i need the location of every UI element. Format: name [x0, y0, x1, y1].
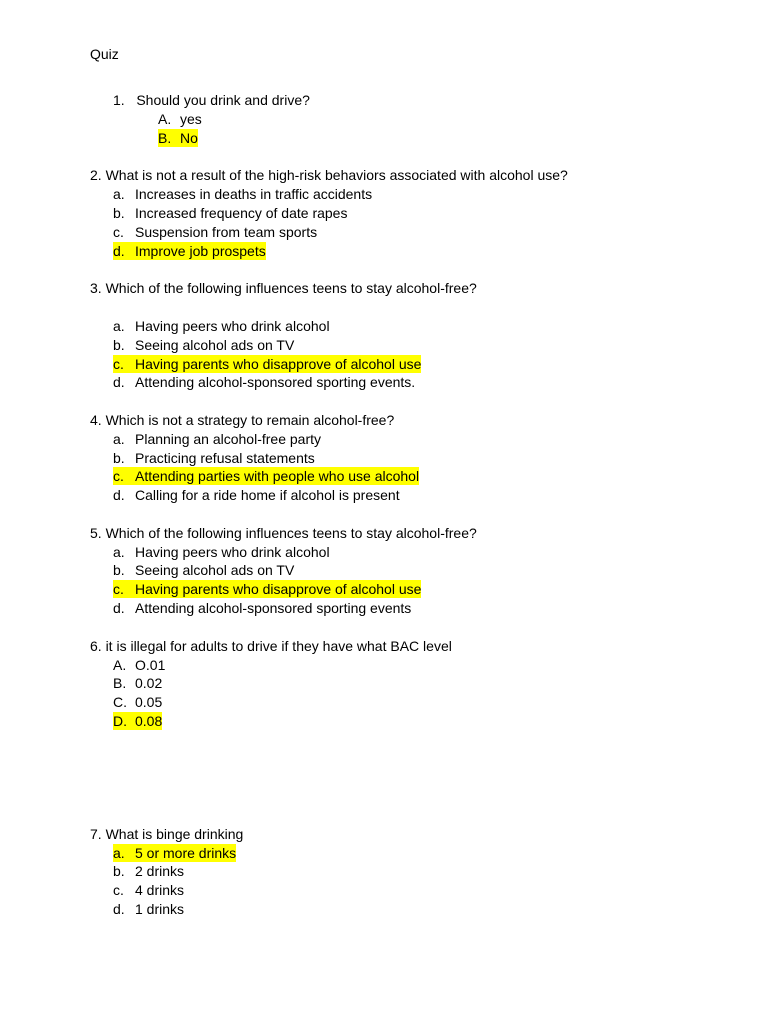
option-marker: d. — [113, 243, 125, 259]
option-text: Increases in deaths in traffic accidents — [135, 186, 373, 202]
option-marker: b. — [113, 205, 125, 221]
option-marker: a. — [113, 544, 125, 560]
question-6-option-b — [113, 674, 162, 692]
option-marker: C. — [113, 694, 127, 710]
question-4-option-b — [113, 449, 315, 467]
option-text: Having peers who drink alcohol — [135, 544, 330, 560]
question-5-option-d — [113, 599, 411, 617]
option-marker: b. — [113, 450, 125, 466]
option-text: 1 drinks — [135, 901, 185, 917]
option-marker: d. — [113, 374, 125, 390]
question-5-option-c-answer — [113, 580, 421, 598]
question-3-option-c-answer — [113, 355, 421, 373]
question-3-option-d — [113, 373, 415, 391]
option-marker: B. — [158, 130, 172, 146]
question-4-option-a — [113, 430, 321, 448]
question-7-prompt: 7. What is binge drinking — [90, 826, 244, 842]
option-text: 5 or more drinks — [135, 845, 237, 861]
option-marker: c. — [113, 468, 124, 484]
question-7-option-c — [113, 881, 184, 899]
option-text: Having parents who disapprove of alcohol use — [135, 356, 422, 372]
question-3-option-b — [113, 336, 294, 354]
option-marker: a. — [113, 186, 125, 202]
question-5-prompt: 5. Which of the following influences teens to stay alcohol-free? — [90, 525, 477, 541]
option-text: yes — [180, 111, 202, 127]
option-marker: b. — [113, 337, 125, 353]
question-6-option-c — [113, 693, 162, 711]
question-5-option-b — [113, 561, 294, 579]
option-marker: c. — [113, 356, 124, 372]
question-7-option-d — [113, 900, 184, 918]
question-1-prompt: 1. Should you drink and drive? — [113, 92, 310, 108]
question-2-prompt: 2. What is not a result of the high-risk behaviors associated with alcohol use? — [90, 167, 568, 183]
option-marker: d. — [113, 901, 125, 917]
option-text: Attending alcohol-sponsored sporting events. — [135, 374, 416, 390]
option-text: Calling for a ride home if alcohol is present — [135, 487, 400, 503]
option-marker: a. — [113, 318, 125, 334]
question-1-option-a — [158, 110, 202, 128]
option-text: 0.02 — [135, 675, 163, 691]
question-6-option-a — [113, 656, 165, 674]
question-6-option-d-answer — [113, 712, 162, 730]
question-2-option-a — [113, 185, 372, 203]
question-6-prompt: 6. it is illegal for adults to drive if they have what BAC level — [90, 638, 452, 654]
question-3-prompt: 3. Which of the following influences teens to stay alcohol-free? — [90, 280, 477, 296]
question-5-option-a — [113, 543, 330, 561]
option-text: Seeing alcohol ads on TV — [135, 337, 295, 353]
option-text: No — [180, 130, 198, 146]
option-text: Improve job prospets — [135, 243, 266, 259]
question-2-option-c — [113, 223, 317, 241]
option-text: Practicing refusal statements — [135, 450, 315, 466]
question-4-option-c-answer — [113, 467, 419, 485]
option-marker: a. — [113, 845, 125, 861]
option-marker: A. — [113, 657, 127, 673]
option-marker: B. — [113, 675, 127, 691]
question-3-option-a — [113, 317, 330, 335]
option-text: 0.05 — [135, 694, 163, 710]
question-7-option-b — [113, 862, 184, 880]
option-text: Increased frequency of date rapes — [135, 205, 348, 221]
option-text: Seeing alcohol ads on TV — [135, 562, 295, 578]
option-text: Planning an alcohol-free party — [135, 431, 322, 447]
option-text: 0.08 — [135, 713, 163, 729]
option-marker: D. — [113, 713, 127, 729]
option-text: 4 drinks — [135, 882, 185, 898]
option-text: Having parents who disapprove of alcohol use — [135, 581, 422, 597]
option-marker: c. — [113, 224, 124, 240]
question-2-option-b — [113, 204, 347, 222]
option-text: 2 drinks — [135, 863, 185, 879]
option-marker: d. — [113, 600, 125, 616]
option-marker: b. — [113, 863, 125, 879]
option-text: Having peers who drink alcohol — [135, 318, 330, 334]
option-text: O.01 — [135, 657, 166, 673]
option-marker: A. — [158, 111, 172, 127]
option-marker: c. — [113, 882, 124, 898]
option-marker: a. — [113, 431, 125, 447]
question-7-option-a-answer — [113, 844, 236, 862]
option-text: Attending alcohol-sponsored sporting events — [135, 600, 412, 616]
page-title: Quiz — [90, 46, 119, 62]
question-2-option-d-answer — [113, 242, 266, 260]
question-1-option-b-answer — [158, 129, 198, 147]
option-text: Attending parties with people who use alcohol — [135, 468, 420, 484]
question-4-option-d — [113, 486, 400, 504]
option-marker: d. — [113, 487, 125, 503]
question-4-prompt: 4. Which is not a strategy to remain alcohol-free? — [90, 412, 395, 428]
option-marker: b. — [113, 562, 125, 578]
option-text: Suspension from team sports — [135, 224, 318, 240]
option-marker: c. — [113, 581, 124, 597]
